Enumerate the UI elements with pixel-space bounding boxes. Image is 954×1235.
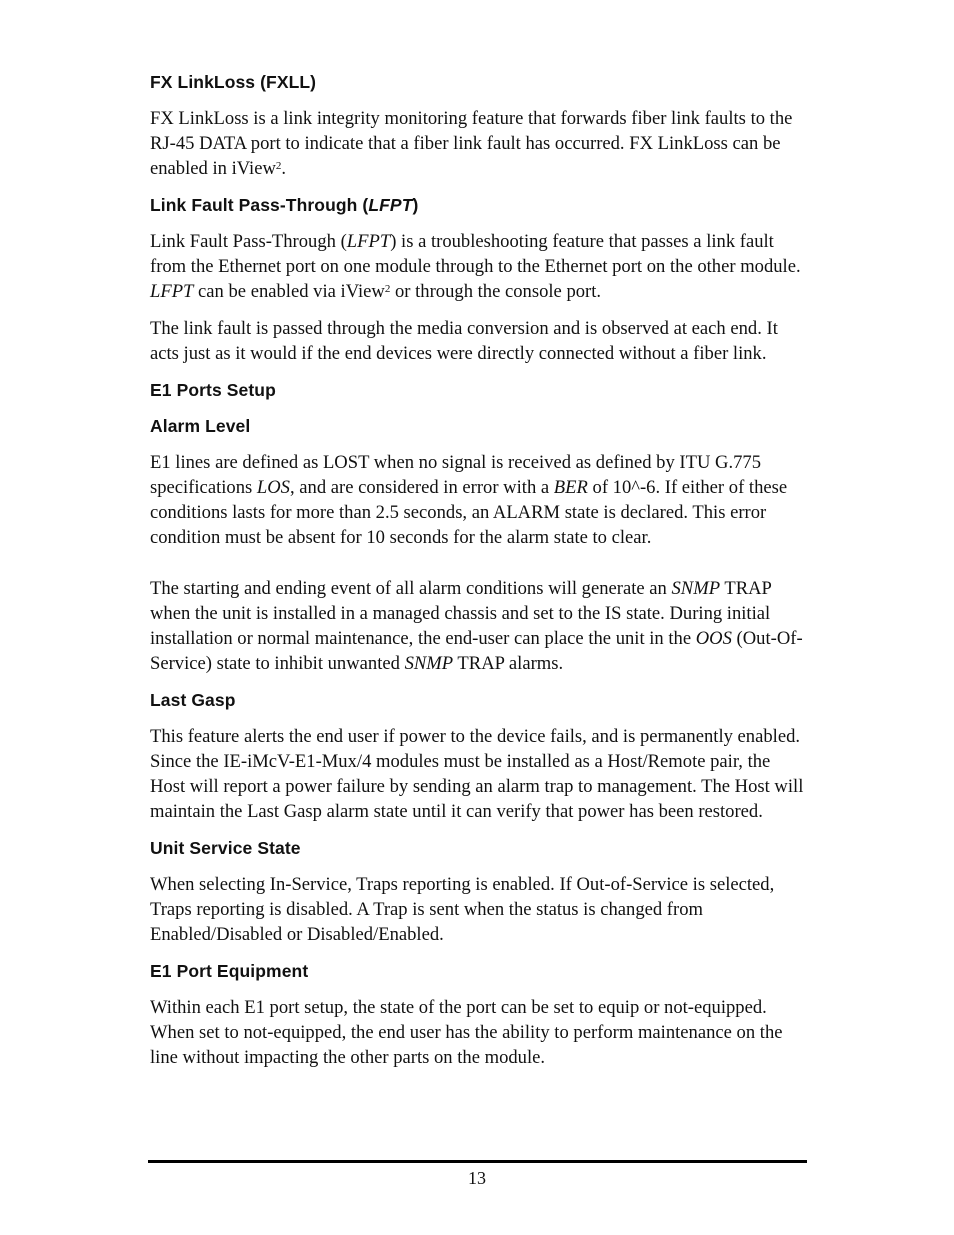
page-number: 13	[468, 1168, 486, 1188]
heading-e1-ports-setup: E1 Ports Setup	[150, 380, 276, 400]
text-run: can be enabled via iView	[193, 281, 385, 302]
heading-last-gasp: Last Gasp	[150, 690, 236, 710]
text-run: TRAP when the unit is installed in a managed chassis and set to the IS state. During initial installation or normal maintenance, the end-user can place the unit in the	[150, 578, 772, 649]
italic-term: LFPT	[346, 231, 391, 252]
text-run: ) is a troubleshooting feature that passes a link fault from the Ethernet port on one module through to the Ethernet port on the other module.	[150, 231, 801, 277]
italic-term: BER	[553, 477, 588, 498]
text-run: FX LinkLoss is a link integrity monitoring feature that forwards fiber link faults to the RJ-45 DATA port to indicate that a fiber link fault has occurred. FX LinkLoss can be enabled in iView	[150, 108, 793, 179]
document-body	[150, 70, 810, 1082]
italic-term: OOS	[695, 628, 732, 649]
italic-term: LOS	[256, 477, 290, 498]
heading-fx-linkloss: FX LinkLoss (FXLL)	[150, 72, 317, 92]
paragraph-spacer	[150, 562, 810, 576]
footer-rule	[148, 1160, 807, 1163]
paragraph-fx-linkloss	[150, 106, 810, 181]
heading-e1-port-equipment: E1 Port Equipment	[150, 961, 309, 981]
text-run: E1 lines are defined as LOST when no signal is received as defined by ITU G.775 specifications	[150, 452, 762, 498]
heading-alarm-level: Alarm Level	[150, 416, 251, 436]
paragraph-e1-port-equipment: Within each E1 port setup, the state of the port can be set to equip or not-equipped. When set to not-equipped, the end user has the ability to perform maintenance on the line without impacting the other parts on the module.	[150, 997, 783, 1068]
heading-unit-service-state: Unit Service State	[150, 838, 301, 858]
paragraph-last-gasp: This feature alerts the end user if power to the device fails, and is permanently enabled. Since the IE-iMcV-E1-Mux/4 modules must be installed as a Host/Remote pair, the Host will report a power failure by sending an alarm trap to management. The Host will maintain the Last Gasp alarm state until it can verify that power has been restored.	[150, 726, 804, 822]
italic-term: SNMP	[671, 578, 721, 599]
paragraph-alarm-level-2	[150, 576, 810, 676]
paragraph-lfpt-2: The link fault is passed through the media conversion and is observed at each end. It acts just as it would if the end devices were directly connected without a fiber link.	[150, 318, 778, 364]
heading-italic: LFPT	[368, 195, 413, 215]
superscript: 2	[275, 160, 282, 172]
text-run: , and are considered in error with a	[289, 477, 554, 498]
text-run: of 10^-6. If either of these conditions lasts for more than 2.5 seconds, an ALARM state is declared. This error condition must be absent for 10 seconds for the alarm state to clear.	[150, 477, 788, 548]
paragraph-unit-service-state: When selecting In-Service, Traps reporting is enabled. If Out-of-Service is selected, Traps reporting is disabled. A Trap is sent when the status is changed from Enabled/Disabled or Disabled/Enabled.	[150, 874, 775, 945]
superscript: 2	[384, 283, 391, 295]
heading-text: Link Fault Pass-Through (	[150, 195, 369, 215]
italic-term: LFPT	[150, 281, 194, 302]
heading-text: )	[412, 195, 419, 215]
text-run: .	[281, 158, 287, 179]
heading-link-fault-pass-through	[150, 193, 810, 218]
paragraph-alarm-level-1	[150, 450, 810, 550]
text-run: or through the console port.	[390, 281, 602, 302]
paragraph-lfpt-1	[150, 229, 810, 304]
text-run: Link Fault Pass-Through (	[150, 231, 347, 252]
text-run: The starting and ending event of all alarm conditions will generate an	[150, 578, 672, 599]
text-run: (Out-Of-Service) state to inhibit unwanted	[150, 628, 803, 674]
text-run: TRAP alarms.	[453, 653, 564, 674]
italic-term: SNMP	[404, 653, 454, 674]
